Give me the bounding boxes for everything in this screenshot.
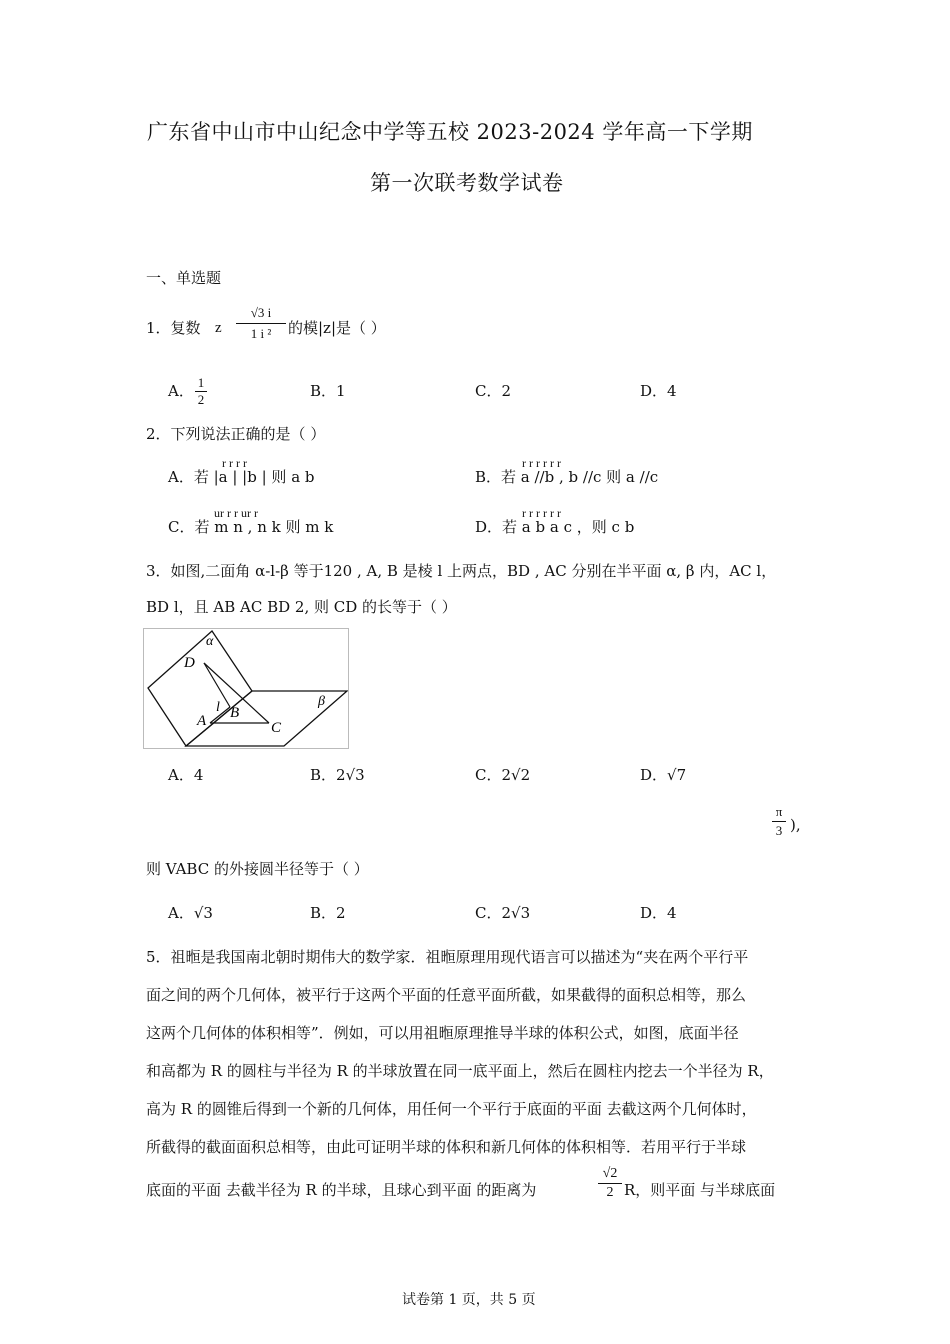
q5-fraction-bar — [598, 1183, 622, 1184]
q5-fraction — [598, 1167, 622, 1200]
q4-pi-num: π — [775, 804, 783, 819]
q1-z: z — [215, 320, 222, 336]
q1-option-a-den: 2 — [197, 392, 205, 407]
q3-option-a[interactable]: A．4 — [168, 766, 204, 784]
label-alpha: α — [206, 634, 214, 649]
label-l: l — [216, 700, 220, 715]
q5-fraction-num: √2 — [602, 1166, 618, 1181]
q4-pi-fraction — [772, 805, 786, 838]
q4-option-d[interactable]: D．4 — [640, 904, 677, 922]
q1-option-d[interactable]: D．4 — [640, 382, 677, 400]
q1-fraction-bar — [236, 323, 286, 324]
q1-option-a-num: 1 — [197, 375, 205, 390]
q1-fraction-den: 1 i ² — [250, 326, 272, 341]
q3-option-c[interactable]: C．2√2 — [475, 766, 531, 784]
label-a: A — [197, 713, 207, 729]
q1-stem-suffix: 的模|z|是（ ） — [288, 319, 386, 337]
segment-ab — [210, 707, 230, 723]
q5-line-5: 高为 R 的圆锥后得到一个新的几何体，用任何一个平行于底面的平面 去截这两个几何体时， — [146, 1100, 757, 1118]
q5-fraction-den: 2 — [606, 1185, 614, 1200]
label-d: D — [184, 655, 195, 671]
q5-line-6: 所截得的截面面积总相等，由此可证明半球的体积和新几何体的体积相等．若用平行于半球 — [146, 1138, 747, 1156]
q1-option-a-fraction — [195, 376, 207, 407]
label-c: C — [271, 720, 282, 736]
q4-line-2: 则 VABC 的外接圆半径等于（ ） — [146, 860, 369, 878]
label-beta: β — [318, 694, 325, 709]
q1-fraction-num: √3 i — [250, 305, 272, 320]
q2-c-arrows: ur r r ur r — [214, 506, 258, 520]
q2-option-c[interactable]: C．若 m n , n k 则 m k — [168, 518, 334, 536]
q2-d-arrows: r r r r r r — [522, 506, 561, 520]
title-line-1: 广东省中山市中山纪念中学等五校 2023-2024 学年高一下学期 — [147, 120, 753, 144]
q4-option-c[interactable]: C．2√3 — [475, 904, 531, 922]
q3-line-2: BD l，且 AB AC BD 2, 则 CD 的长等于（ ） — [146, 598, 457, 616]
q5-line-7-tail: R，则平面 与半球底面 — [624, 1181, 776, 1199]
q1-option-b[interactable]: B．1 — [310, 382, 346, 400]
q1-option-a[interactable]: A． — [168, 382, 194, 400]
q4-line-1-tail: ), — [790, 816, 801, 834]
q5-line-4: 和高都为 R 的圆柱与半径为 R 的半球放置在同一底平面上，然后在圆柱内挖去一个半径为 R， — [146, 1062, 774, 1080]
q3-line-1: 3．如图,二面角 α-l-β 等于120 , A, B 是棱 l 上两点，BD , AC 分别在半平面 α, β 内，AC l， — [146, 562, 777, 580]
q4-pi-den: 3 — [775, 823, 783, 838]
dihedral-angle-figure — [143, 628, 349, 749]
q1-option-c[interactable]: C．2 — [475, 382, 512, 400]
q3-option-d[interactable]: D．√7 — [640, 766, 687, 784]
q1-stem-prefix: 1．复数 — [146, 319, 201, 337]
label-b: B — [230, 705, 240, 721]
q2-a-arrows: r r r r — [222, 456, 247, 470]
q5-line-1: 5．祖暅是我国南北朝时期伟大的数学家．祖暅原理用现代语言可以描述为“夹在两个平行平 — [146, 948, 749, 966]
q5-line-3: 这两个几何体的体积相等”．例如，可以用祖暅原理推导半球的体积公式，如图，底面半径 — [146, 1024, 739, 1042]
q2-option-b[interactable]: B．若 a //b , b //c 则 a //c — [475, 468, 659, 486]
q2-option-a[interactable]: A．若 |a | |b | 则 a b — [168, 468, 315, 486]
q5-line-2: 面之间的两个几何体，被平行于这两个平面的任意平面所截，如果截得的面积总相等，那么 — [146, 986, 747, 1004]
q2-stem: 2．下列说法正确的是（ ） — [146, 425, 326, 443]
q1-fraction — [236, 306, 286, 341]
page-footer: 试卷第 1 页，共 5 页 — [402, 1292, 536, 1308]
q2-option-d[interactable]: D．若 a b a c ，则 c b — [475, 518, 635, 536]
q4-pi-bar — [772, 821, 786, 822]
q2-b-arrows: r r r r r r — [522, 456, 561, 470]
q4-option-b[interactable]: B．2 — [310, 904, 346, 922]
q5-line-7: 底面的平面 去截半径为 R 的半球，且球心到平面 的距离为 — [146, 1181, 537, 1199]
section-heading: 一、单选题 — [146, 269, 222, 287]
q4-option-a[interactable]: A．√3 — [168, 904, 213, 922]
title-line-2: 第一次联考数学试卷 — [370, 171, 564, 195]
q3-option-b[interactable]: B．2√3 — [310, 766, 365, 784]
